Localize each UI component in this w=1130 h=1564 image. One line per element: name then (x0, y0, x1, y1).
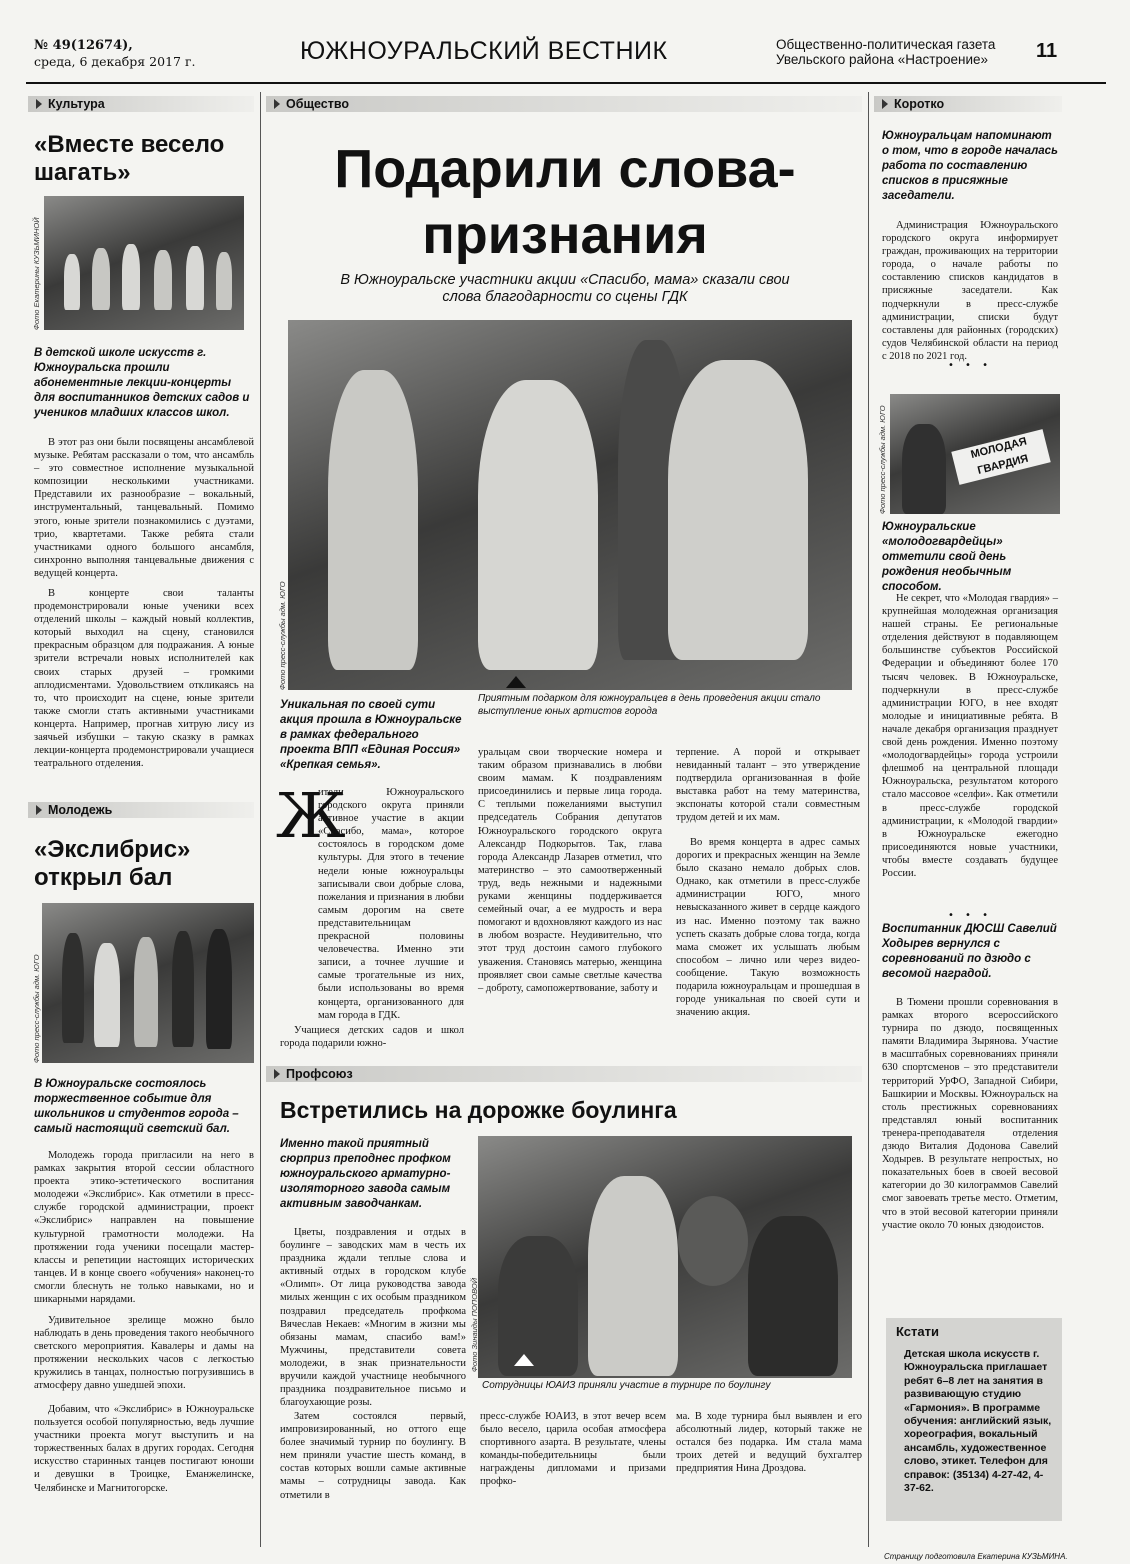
culture-lead: В детской школе искусств г. Южноуральска прошли абонементные лекции-концерты для воспитанников детских садов и учеников младших классов школ. (34, 347, 250, 419)
kstati-body: Детская школа искусств г. Южноуральска приглашает ребят 6–8 лет на занятия в развивающую студию «Гармония». В программе обучения: английский язык, хореография, вокальный ансамбль, художественное слово, этикет. Телефон для справок: (35134) 4-27-42, 4-37-62. (904, 1348, 1052, 1495)
brief-3-body: В Тюмени прошли соревнования в рамках второго всероссийского турнира по дзюдо, посвященных памяти Владимира Зырянова. Участие в масштабных соревнованиях приняли 630 спортсменов – это представители территорий УрФО, Западной Сибири, Башкирии и Москвы. Южноуральск на столь престижных соревнованиях представлял юный воспитанник тренера-преподавателя отделения дзюдо Виталия Додонова Савелий Ходырев. В результате непростых, но показательных боев в своей весовой категории до 30 килограммов Савелий смог завоевать третье место. Отметим, что в этой весовой категории приняли участие около 70 юных дзюдоистов. (882, 997, 1058, 1231)
section-bar-culture: Культура (28, 96, 254, 112)
culture-paragraph-2: В концерте свои таланты продемонстрировали юные ученики всех отделений школы – каждый новый коллектив, который выходил на сцену, становился прекрасным образцом для подражания. А юные зрители встречали новых исполнителей как своих старых друзей – громкими аплодисментами. Удовольствием откликаясь на то, что происходит на сцене, юные зрители также смогли стать активными участниками концерта. Например, прогнав хитрую лису из заячьей избушки – такую сказку в рамках лекции-концерта продемонстрировали учащиеся театрального отделения. (34, 588, 254, 770)
column-rule-left (260, 92, 261, 1547)
bowling-headline: Встретились на дорожке боулинга (280, 1097, 677, 1123)
page-number: 11 (1036, 40, 1058, 62)
youth-lead: В Южноуральске состоялось торжественное событие для школьников и студентов города – самый настоящий светский бал. (34, 1078, 239, 1135)
youth-paragraph-3: Добавим, что «Экслибрис» в Южноуральске пользуется особой популярностью, ведь лучшие участники проекта могут выступить и на торжественных балах в других городах. Сегодня искусство старинных танцев постигают юноши и девушки в Троицке, Еманжелинске, Челябинске и Магнитогорске. (34, 1404, 254, 1494)
main-col1-text: ители Южноуральского городского округа приняли активное участие в акции «Спасибо, мама», которое состоялось в городском доме культуры. Для этого в течение недели юные южноуральцы записывали свои добрые слова, пожелания и признания в любви самым дорогим на свете представительницам прекрасной половины человечества. Именно эти записи, а точнее лучшие и самые трогательные из них, были использованы во время концерта, организованного для мам города в ГДК. (318, 787, 464, 1021)
main-headline: Подарили слова-признания (334, 139, 796, 265)
section-bar-union: Профсоюз (266, 1066, 862, 1082)
subtitle-line-1: Общественно-политическая газета (776, 37, 996, 52)
main-photo-credit: Фото пресс-службы адм. ЮГО (278, 581, 287, 690)
main-col1-top (318, 786, 464, 1022)
kstati-title: Кстати (896, 1324, 939, 1339)
column-rule-right (868, 92, 869, 1547)
youth-photo-credit: Фото пресс-службы адм. ЮГО (32, 954, 41, 1063)
brief-2-body: Не секрет, что «Молодая гвардия» – крупнейшая молодежная организация нашей страны. Ее региональные отделения действуют в подавляющем большинстве субъектов Российской Федерации и объединяют более 170 тысяч человек. В Южноуральске, подчеркнули в пресс-службе администрации ЮГО, в нее входят молодые и инициативные ребята. В начале декабря организация празднует свой день рождения. Именно поэтому «молодогвардейцы» города устроили флешмоб на центральной площади Южноуральска, результатом которого стало массовое «селфи». Как отметили в пресс-службе городской администрации, к «Молодой гвардии» в Южноуральске ежегодно присоединяются новые участники, чтобы вместе создавать будущее России. (882, 593, 1058, 879)
page-credit: Страницу подготовила Екатерина КУЗЬМИНА. (884, 1552, 1068, 1561)
brief-2-photo-credit: Фото пресс-службы адм. ЮГО (878, 405, 887, 514)
header-rule (26, 82, 1106, 84)
youth-paragraph-1: Молодежь города пригласили на него в рамках закрытия второй сессии областного проекта этико-эстетического воспитания молодежи «Экслибрис». Как отметили в пресс-службе городской администрации, проект «Экслибрис» направлен на повышение культурной грамотности молодежи. На протяжении года ученики посещали мастер-классы и репетиции настоящих исторических танцев. И в конце своего «обучения» наконец-то смогли блеснуть не только навыками, но и шикарными нарядами. (34, 1150, 254, 1306)
culture-photo-credit: Фото Екатерины КУЗЬМИНОЙ (32, 217, 41, 330)
main-col2: уральцам свои творческие номера и таким образом признавались в любви своим мамам. К поздравлениям присоединились и первые лица города. С теплыми пожеланиями выступил председатель Собрания депутатов Южноуральского городского округа Александр Подкорытов. Так, глава города Александр Лазарев отметил, что материнство – это самоотверженный труд, ведь нежными и надежными руками женщины поддерживается семейный очаг, а ее мудрость и вера помогают и вдохновляют каждого из нас в любом возрасте. Неудивительно, что этот труд достоин самого глубокого уважения. Становясь матерью, женщина проявляет свои самые светлые качества – доброту, самопожертвование, заботу и (478, 747, 662, 994)
youth-headline: «Экслибрис» открыл бал (34, 836, 191, 891)
section-bar-society: Общество (266, 96, 862, 112)
subtitle-line-2: Увельского района «Настроение» (776, 52, 989, 67)
youth-paragraph-2: Удивительное зрелище можно было наблюдать в день проведения такого необычного светского мероприятия. Кавалеры и дамы на протяжении нескольких часов с легкостью кружились в танцах, полностью погрузившись в атмосферу давно ушедшей эпохи. (34, 1315, 254, 1392)
main-col1-bottom: Учащиеся детских садов и школ города подарили южно- (280, 1025, 464, 1050)
separator-dots-2: • • • (947, 910, 993, 921)
separator-dots-1: • • • (947, 360, 993, 371)
brief-2-photo (890, 394, 1060, 514)
brief-1-body: Администрация Южноуральского городского округа информирует граждан, проживающих на территории города, о начале работы по составлению списков кандидатов в присяжные заседатели. Как подчеркнули в пресс-службе администрации, списки будут составлены для районных (городских) судов Челябинской области на период с 2018 по 2021 год. (882, 220, 1058, 362)
banner-sign: МОЛОДАЯ ГВАРДИЯ (951, 429, 1050, 485)
main-photo-caption: Приятным подарком для южноуральцев в день проведения акции стало выступление юных артистов города (478, 693, 821, 717)
brief-3-lead: Воспитанник ДЮСШ Савелий Ходырев вернулся с соревнований по дзюдо с весомой наградой. (882, 923, 1057, 980)
newspaper-title: ЮЖНОУРАЛЬСКИЙ ВЕСТНИК (300, 37, 668, 65)
bowling-lead: Именно такой приятный сюрприз преподнес профком южноуральского арматурно-изоляторного завода самым активным заводчанкам. (280, 1138, 451, 1210)
bowling-photo-caption: Сотрудницы ЮАИЗ приняли участие в турнире по боулингу (482, 1380, 771, 1391)
bowling-photo (478, 1136, 852, 1378)
main-col3-continued: Во время концерта в адрес самых дорогих и прекрасных женщин на Земле было сказано немало добрых слов. Однако, как отметили в пресс-службе администрации ЮГО, много невысказанного живет в сердце каждого из нас. Именно поэтому так важно успеть сказать добрые слова тогда, когда мама сможет их услышать любым способом – лично или через видео-сообщение. Такую возможность подарила южноуральцам и прошедшая в городе уникальная по своей сути и значению акция. (676, 837, 860, 1019)
bowling-paragraph-2: Затем состоялся первый, импровизированный, но оттого еще более значимый турнир по боулингу. В нем приняли участие шесть команд, в состав которых вошли самые активные мамы – сотрудницы завода. Как отметили в (280, 1411, 466, 1501)
bowling-col3: ма. В ходе турнира был выявлен и его абсолютный лидер, который также не остался без подарка. Им стала мама троих детей и ведущий бухгалтер предприятия Нина Дроздова. (676, 1411, 862, 1475)
culture-photo (44, 196, 244, 330)
section-bar-briefly: Коротко (874, 96, 1062, 112)
issue-number: № 49(12674), (34, 38, 133, 53)
bowling-col2: пресс-службе ЮАИЗ, в этот вечер всем было весело, царила особая атмосфера спортивного азарта. В результате, члены команды-победительницы были награждены дипломами и призами профко- (480, 1411, 666, 1488)
bowling-photo-credit: Фото Зинаиды ПОПОВОЙ (470, 1277, 479, 1372)
main-deck: В Южноуральске участники акции «Спасибо, мама» сказали свои слова благодарности со сцены ГДК (340, 272, 790, 305)
brief-1-lead: Южноуральцам напоминают о том, что в городе началась работа по составлению списков в присяжные заседатели. (882, 130, 1058, 202)
main-lead: Уникальная по своей сути акция прошла в Южноуральске в рамках федерального проекта ВПП «Единая Россия» «Крепкая семья». (280, 699, 462, 771)
kstati-box (886, 1318, 1062, 1521)
main-col3: терпение. А порой и открывает невиданный талант – это утверждение подтвердила организованная в фойе выставка работ на тему материнства, экспонаты которой стали совместным трудом детей и их мам. (676, 747, 860, 824)
culture-paragraph-1: В этот раз они были посвящены ансамблевой музыке. Ребятам рассказали о том, что ансамбль – это совместное исполнение музыкальной композиции несколькими участниками. Представили их разнообразие – вокальный, инструментальный, танцевальный. Помимо этого, юные зрители познакомились с дуэтами, трио, квартетами. Также ребята стали участниками одного большого ансамбля, синхронно выполняя танцевальные движения с ведущей концерта. (34, 437, 254, 579)
culture-headline: «Вместе весело шагать» (34, 131, 225, 186)
newspaper-subtitle (776, 37, 1026, 67)
issue-date: среда, 6 декабря 2017 г. (34, 54, 196, 69)
brief-2-lead: Южноуральские «молодогвардейцы» отметили свой день рождения необычным способом. (882, 521, 1012, 593)
youth-photo (42, 903, 254, 1063)
bowling-paragraph-1: Цветы, поздравления и отдых в боулинге – заводских мам в честь их праздника ждали теплые слова и активный отдых в городском клубе «Олимп». От лица руководства завода милых женщин с их особым праздником поздравил председатель профкома Вячеслав Некаев: «Многим в жизни мы обязаны мамам, спасибо вам!» Мужчины, представители совета молодежи, в знак признательности вручили каждой участнице необычного праздника поздравительное письмо и благоухающие розы. (280, 1227, 466, 1409)
main-dropcap: Ж (276, 779, 346, 852)
main-photo (288, 320, 852, 690)
section-bar-youth: Молодежь (28, 802, 254, 818)
